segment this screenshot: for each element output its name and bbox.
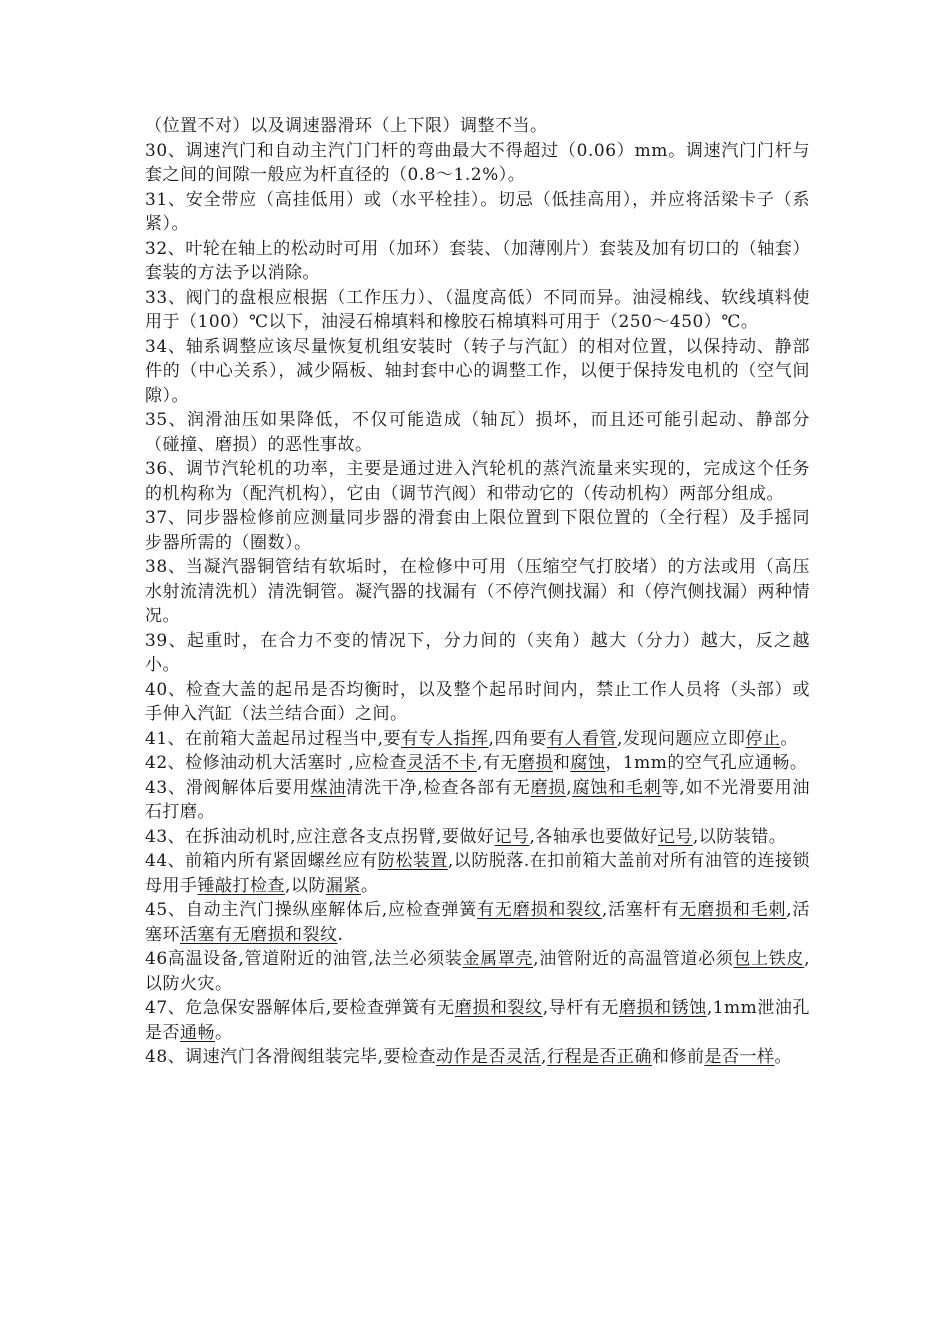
underlined-answer: 金属罩壳 [462, 949, 534, 969]
paragraph [145, 629, 810, 678]
paragraph [145, 555, 810, 629]
paragraph [145, 776, 810, 825]
text-run: ,发现问题应立即 [616, 728, 746, 749]
underlined-answer: 煤油 [310, 777, 347, 798]
text-run: 40、检查大盖的起吊是否均衡时，以及整个起吊时间内，禁止工作人员将（头部）或手伸入汽缸（法兰结合面）之间。 [145, 679, 810, 724]
text-run: 42、检修油动机大活塞时 ,应检查 [145, 753, 407, 773]
underlined-answer: 灵活不卡 [406, 753, 477, 773]
paragraph [145, 237, 810, 286]
paragraph [145, 114, 810, 139]
paragraph [145, 898, 810, 947]
text-run: , [566, 777, 573, 798]
paragraph [145, 825, 810, 850]
text-run: 。 [215, 1022, 233, 1043]
paragraph [145, 678, 810, 727]
paragraph [145, 457, 810, 506]
text-run: 36、调节汽轮机的功率，主要是通过进入汽轮机的蒸汽流量来实现的，完成这个任务的机构称为（配汽机构），它由（调节汽阀）和带动它的（传动机构）两部分组成。 [145, 459, 810, 504]
paragraph [145, 408, 810, 457]
text-run: 44、前箱内所有紧固螺丝应有 [145, 851, 378, 871]
text-run: ,各轴承也要做好 [529, 826, 658, 847]
text-run: 34、轴系调整应该尽量恢复机组安装时（转子与汽缸）的相对位置，以保持动、静部件的（中心关系），减少隔板、轴封套中心的调整工作，以便于保持发电机的（空气间隙）。 [145, 336, 810, 406]
underlined-answer: 是否一样 [704, 1047, 775, 1067]
underlined-answer: 记号 [494, 826, 530, 847]
paragraph [145, 139, 810, 188]
underlined-answer: 腐蚀 [570, 753, 606, 773]
text-run: 45、自动主汽门操纵座解体后,应检查弹簧 [145, 900, 478, 920]
underlined-answer: 磨损 [530, 777, 567, 798]
paragraph [145, 996, 810, 1045]
paragraph [145, 506, 810, 555]
text-run: 48、调速汽门各滑阀组装完毕,要检查 [145, 1047, 437, 1067]
underlined-answer: 无磨损和毛刺 [679, 900, 787, 920]
text-run: ,以防 [285, 875, 326, 896]
text-run: 37、同步器检修前应测量同步器的滑套由上限位置到下限位置的（全行程）及手摇同步器所需的（圈数）。 [145, 508, 810, 553]
text-run: ,有无 [476, 753, 518, 773]
text-run: （位置不对）以及调速器滑环（上下限）调整不当。 [145, 116, 548, 136]
underlined-answer: 磨损 [517, 753, 553, 773]
underlined-answer: 记号 [657, 826, 693, 847]
text-run: 。 [780, 728, 798, 749]
text-run: ,以防火灾。 [145, 949, 810, 994]
text-run: 43、在拆油动机时,应注意各支点拐臂,要做好 [145, 826, 495, 847]
text-run: 47、危急保安器解体后,要检查弹簧有无 [145, 998, 455, 1018]
underlined-answer: 磨损和锈蚀 [618, 998, 707, 1018]
text-run: 和修前 [651, 1047, 705, 1067]
paragraph [145, 335, 810, 409]
underlined-answer: 通畅 [180, 1022, 215, 1043]
text-run: 43、滑阀解体后要用 [145, 777, 311, 798]
paragraph [145, 751, 810, 776]
underlined-answer: 磨损和裂纹 [454, 998, 543, 1018]
text-run: 33、阀门的盘根应根据（工作压力）、（温度高低）不同而异。油浸棉线、软线填料使用于（100）℃以下，油浸石棉填料和橡胶石棉填料可用于（250～450）℃。 [145, 287, 810, 332]
underlined-answer: 锤敲打检查 [197, 875, 285, 896]
text-run: ,油管附近的高温管道必须 [533, 949, 734, 969]
text-run: 39、起重时，在合力不变的情况下，分力间的（夹角）越大（分力）越大，反之越小。 [145, 630, 810, 675]
text-run: 。 [774, 1047, 792, 1067]
text-run: ,以防装错。 [692, 826, 787, 847]
paragraph [145, 1045, 810, 1070]
underlined-answer: 漏紧 [325, 875, 361, 896]
text-run: ,活塞杆有 [601, 900, 680, 920]
text-run: 31、安全带应（高挂低用）或（水平栓挂）。切忌（低挂高用），并应将活梁卡子（系紧）。 [145, 189, 810, 234]
text-run: 30、调速汽门和自动主汽门门杆的弯曲最大不得超过（0.06）mm。调速汽门门杆与套之间的间隙一般应为杆直径的（0.8～1.2%）。 [145, 140, 810, 185]
paragraph [145, 188, 810, 237]
text-run: ,四角要 [488, 728, 547, 749]
underlined-answer: 包上铁皮 [733, 949, 805, 969]
text-run: 32、叶轮在轴上的松动时可用（加环）套装、（加薄刚片）套装及加有切口的（轴套）套装的方法予以消除。 [145, 238, 810, 283]
text-run: 和 [552, 753, 571, 773]
underlined-answer: 动作是否灵活 [436, 1047, 542, 1067]
text-run: ,活塞环 [145, 900, 811, 945]
text-run: 41、在前箱大盖起吊过程当中,要 [145, 728, 402, 749]
text-run: 等,如不光滑要用油石打磨。 [145, 777, 811, 822]
document-body [145, 114, 810, 1070]
paragraph [145, 947, 810, 996]
text-run: ,导杆有无 [542, 998, 619, 1018]
underlined-answer: 防松装置 [377, 851, 448, 871]
text-run: 38、当凝汽器铜管结有软垢时，在检修中可用（压缩空气打胶堵）的方法或用（高压水射流清洗机）清洗铜管。凝汽器的找漏有（不停汽侧找漏）和（停汽侧找漏）两种情况。 [145, 557, 810, 626]
text-run: 。 [360, 875, 379, 896]
text-run: 清洗干净,检查各部有无 [346, 777, 531, 798]
paragraph [145, 286, 810, 335]
underlined-answer: 有人看管 [546, 728, 617, 749]
underlined-answer: 有无磨损和裂纹 [477, 900, 602, 920]
paragraph [145, 849, 810, 898]
text-run: , [541, 1047, 547, 1067]
text-run: 35、润滑油压如果降低，不仅可能造成（轴瓦）损坏，而且还可能引起动、静部分（碰撞、磨损）的恶性事故。 [145, 410, 810, 455]
underlined-answer: 腐蚀和毛刺 [572, 777, 662, 798]
text-run: ，1mm的空气孔应通畅。 [605, 753, 808, 773]
text-run: ,以防脱落.在扣前箱大盖前对所有油管的连接锁母用手 [145, 851, 810, 896]
underlined-answer: 行程是否正确 [546, 1047, 652, 1067]
text-run: . [337, 924, 344, 945]
underlined-answer: 有专人指挥 [401, 728, 489, 749]
underlined-answer: 活塞有无磨损和裂纹 [180, 924, 338, 945]
underlined-answer: 停止 [745, 728, 781, 749]
paragraph [145, 727, 810, 752]
text-run: 46高温设备,管道附近的油管,法兰必须装 [145, 949, 463, 969]
text-run: ,1mm泄油孔是否 [145, 998, 810, 1043]
